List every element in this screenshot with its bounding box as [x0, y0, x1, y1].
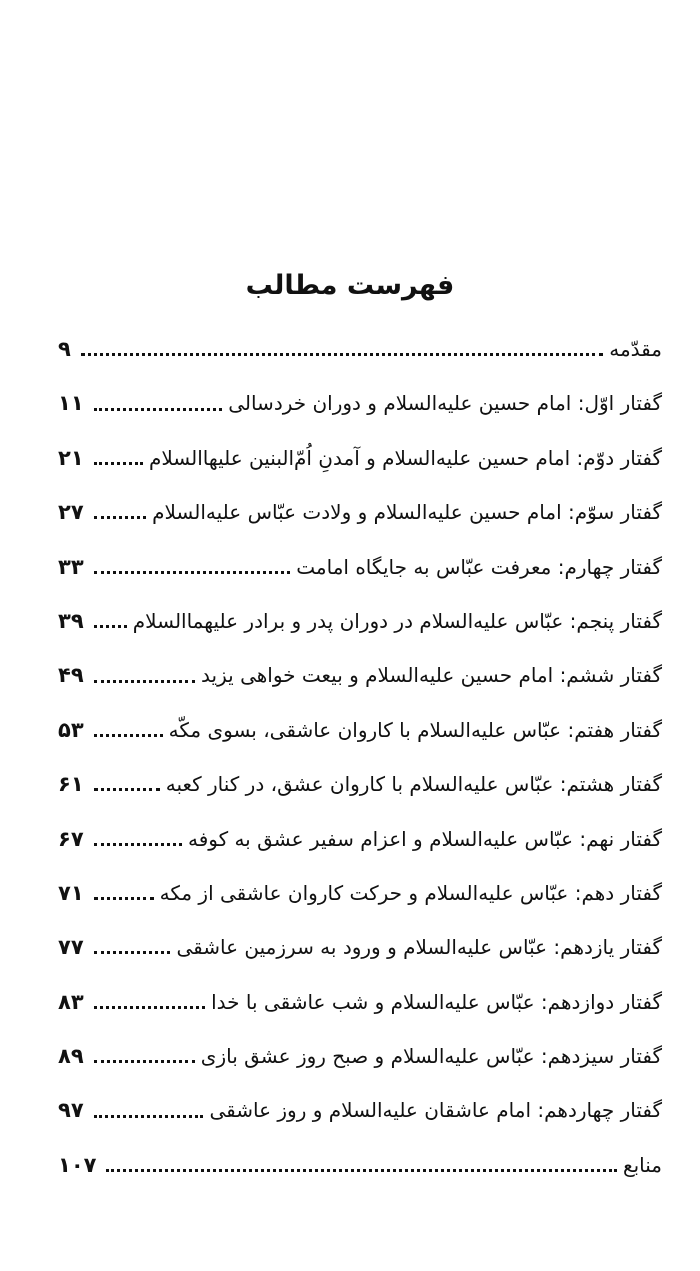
- toc-entry-page-number: ۸۳: [58, 989, 84, 1014]
- toc-entry-page-number: ۳۹: [58, 608, 84, 633]
- toc-entry-page-number: ۲۱: [58, 445, 84, 470]
- toc-entry-label: گفتار پنجم: عبّاس علیه‌السلام در دوران پدر و برادر علیهماالسلام: [132, 608, 662, 633]
- toc-entry-page-number: ۸۹: [58, 1044, 84, 1069]
- dot-leader: [94, 666, 195, 686]
- toc-entry-label: مقدّمه: [609, 337, 662, 361]
- toc-entry: [58, 757, 662, 811]
- toc-entry-label: منابع: [622, 1152, 662, 1177]
- toc-entry: [58, 648, 662, 702]
- toc-entry: [58, 1138, 662, 1192]
- dot-leader: [94, 937, 171, 957]
- toc-entry-label: گفتار سیزدهم: عبّاس علیه‌السلام و صبح روز عشق بازی: [200, 1044, 662, 1069]
- dot-leader: [94, 829, 182, 849]
- dot-leader: [94, 720, 163, 740]
- toc-entry-page-number: ۵۳: [58, 717, 84, 742]
- dot-leader: [94, 502, 146, 522]
- toc-entry: [58, 485, 662, 539]
- toc-entry: [58, 376, 662, 430]
- toc-entry-page-number: ۷۷: [58, 935, 84, 960]
- toc-entry: [58, 1029, 662, 1083]
- page-title: فهرست مطالب: [245, 270, 455, 301]
- toc-entry-label: گفتار چهارم: معرفت عبّاس به جایگاه امامت: [296, 554, 662, 579]
- toc-entry-label: گفتار نهم: عبّاس علیه‌السلام و اعزام سفیر عشق به کوفه: [187, 826, 662, 851]
- dot-leader: [81, 339, 603, 359]
- toc-entry: [58, 1083, 662, 1137]
- toc-entry-page-number: ۶۱: [58, 772, 84, 797]
- toc-entry: [58, 594, 662, 648]
- toc-entry-label: گفتار دوّم: امام حسین علیه‌السلام و آمدنِ اُمّ‌البنین علیهاالسلام: [148, 445, 662, 470]
- toc-entry: [58, 540, 662, 594]
- toc-entry-label: گفتار دوازدهم: عبّاس علیه‌السلام و شب عاشقی با خدا: [211, 989, 662, 1014]
- toc-entry: [58, 812, 662, 866]
- dot-leader: [94, 557, 291, 577]
- toc-entry-label: گفتار یازدهم: عبّاس علیه‌السلام و ورود به سرزمین عاشقی: [176, 935, 662, 960]
- toc-entry-page-number: ۱۱: [58, 391, 84, 416]
- toc-entry: [58, 920, 662, 974]
- toc-entry-page-number: ۳۳: [58, 554, 84, 579]
- toc-entry-label: گفتار ششم: امام حسین علیه‌السلام و بیعت خواهی یزید: [201, 663, 662, 688]
- dot-leader: [94, 611, 127, 631]
- toc-entry-page-number: ۷۱: [58, 880, 84, 905]
- dot-leader: [94, 394, 223, 414]
- toc-entry-page-number: ۹: [58, 337, 71, 361]
- dot-leader: [94, 992, 205, 1012]
- toc-entry-label: گفتار اوّل: امام حسین علیه‌السلام و دوران خردسالی: [228, 391, 662, 416]
- toc-entry-page-number: ۶۷: [58, 826, 84, 851]
- toc-entry-page-number: ۹۷: [58, 1098, 84, 1123]
- dot-leader: [94, 883, 154, 903]
- toc-entry-label: گفتار دهم: عبّاس علیه‌السلام و حرکت کاروان عاشقی از مکه: [159, 880, 662, 905]
- toc-entry-page-number: ۲۷: [58, 500, 84, 525]
- toc-entry-label: گفتار هفتم: عبّاس علیه‌السلام با کاروان عاشقی، بسوی مکّه: [168, 717, 662, 742]
- dot-leader: [94, 774, 160, 794]
- toc-entry: [58, 431, 662, 485]
- dot-leader: [94, 1046, 195, 1066]
- toc-entry-label: گفتار چهاردهم: امام عاشقان علیه‌السلام و روز عاشقی: [209, 1098, 662, 1123]
- dot-leader: [106, 1155, 616, 1175]
- toc-entry: [58, 703, 662, 757]
- toc-entry: [58, 322, 662, 376]
- toc-entry-page-number: ۴۹: [58, 663, 84, 688]
- toc-entry: [58, 975, 662, 1029]
- dot-leader: [94, 448, 143, 468]
- toc-entry-label: گفتار سوّم: امام حسین علیه‌السلام و ولادت عبّاس علیه‌السلام: [152, 500, 662, 525]
- toc-entry-label: گفتار هشتم: عبّاس علیه‌السلام با کاروان عشق، در کنار کعبه: [165, 772, 662, 797]
- toc-entry-page-number: ۱۰۷: [58, 1152, 97, 1177]
- table-of-contents: [58, 322, 662, 1192]
- dot-leader: [94, 1101, 204, 1121]
- toc-entry: [58, 866, 662, 920]
